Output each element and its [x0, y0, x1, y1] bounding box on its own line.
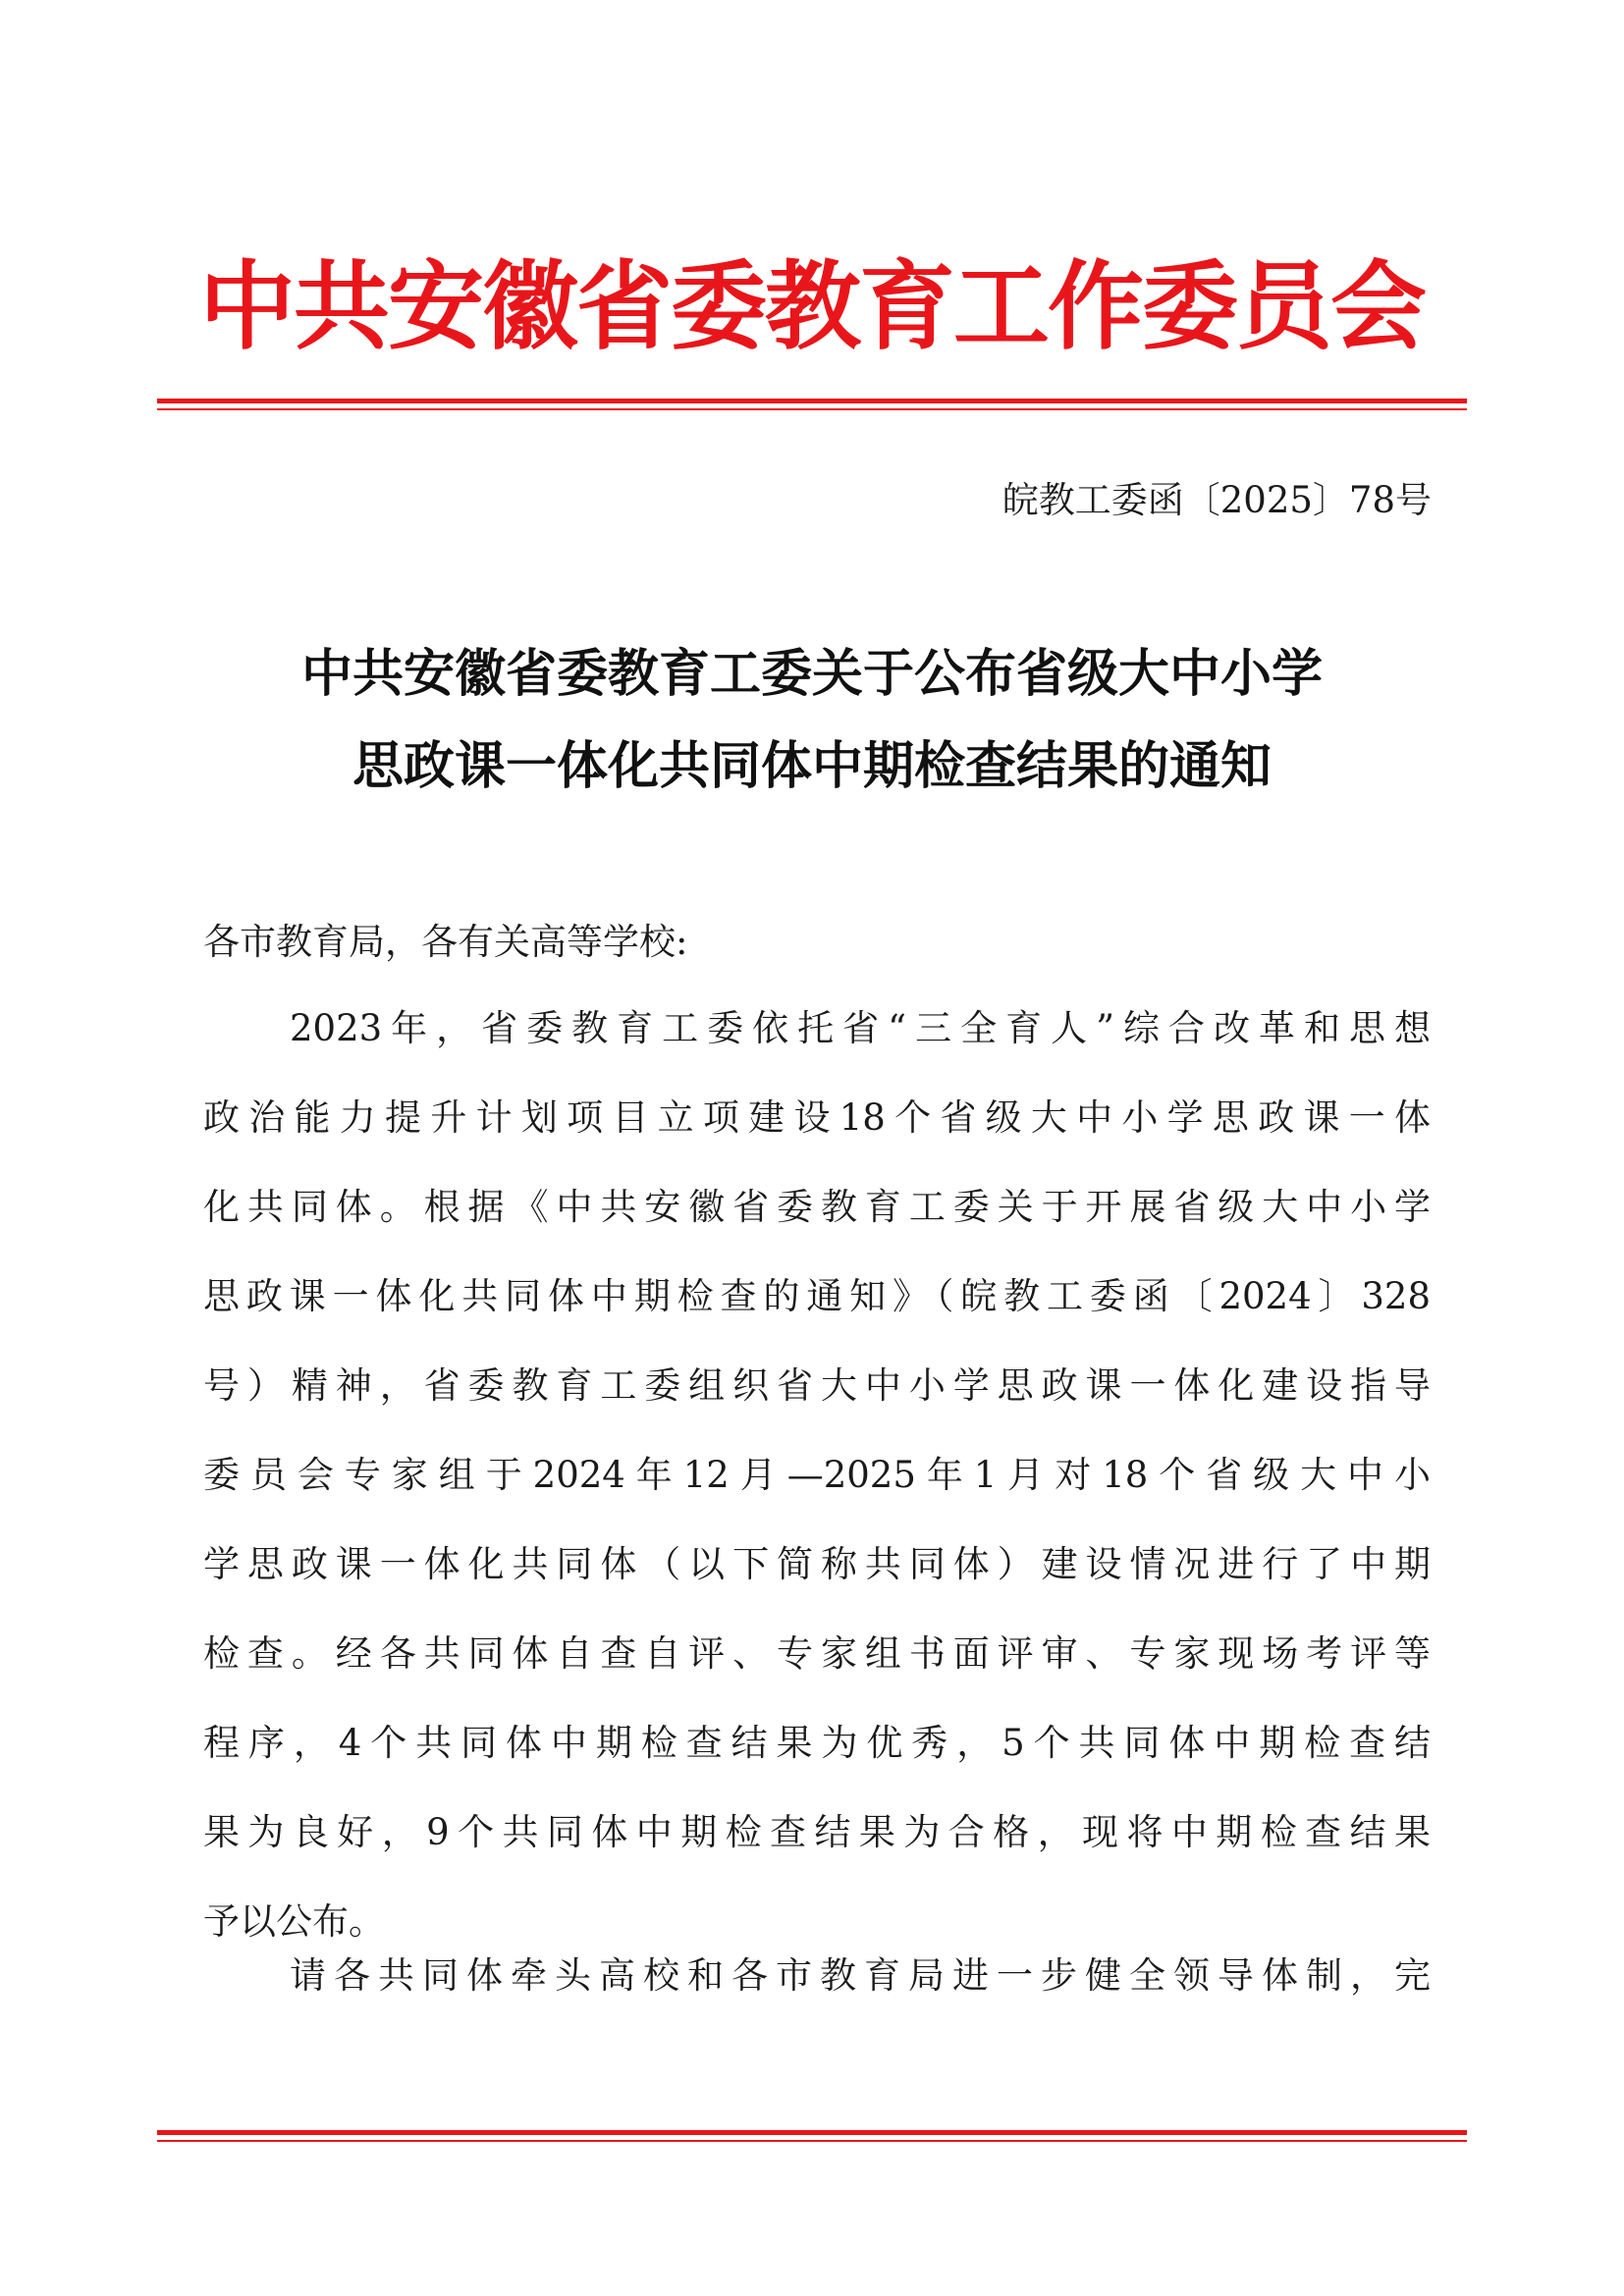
title-line-1: 中共安徽省委教育工委关于公布省级大中小学 [300, 645, 1323, 704]
body-line: 化共同体。根据《中共安徽省委教育工委关于开展省级大中小学 [203, 1186, 1431, 1228]
body-paragraph-2: 请各共同体牵头高校和各市教育局进一步健全领导体制，完 [290, 1954, 1431, 1997]
document-number: 皖教工委函〔2025〕78号 [1001, 479, 1432, 521]
body-line: 予以公布。 [203, 1900, 385, 1943]
body-line: 2023年，省委教育工委依托省“三全育人”综合改革和思想 [290, 1007, 1431, 1049]
body-line: 思政课一体化共同体中期检查的通知》（皖教工委函〔2024〕328 [203, 1275, 1431, 1317]
title-line-2: 思政课一体化共同体中期检查结果的通知 [352, 737, 1272, 796]
body-line: 程序，4个共同体中期检查结果为优秀，5个共同体中期检查结 [203, 1722, 1431, 1764]
footer-rule [157, 2130, 1467, 2142]
body-line: 果为良好，9个共同体中期检查结果为合格，现将中期检查结果 [203, 1811, 1431, 1853]
body-paragraph-1 [203, 999, 1431, 1982]
header-rule [157, 399, 1467, 410]
salutation: 各市教育局，各有关高等学校: [203, 921, 688, 963]
body-line: 学思政课一体化共同体（以下简称共同体）建设情况进行了中期 [203, 1543, 1431, 1585]
document-title [196, 628, 1428, 813]
body-line: 号）精神，省委教育工委组织省大中小学思政课一体化建设指导 [203, 1364, 1431, 1407]
body-line: 委员会专家组于2024年12月—2025年1月对18个省级大中小 [203, 1454, 1431, 1496]
body-line: 检查。经各共同体自查自评、专家组书面评审、专家现场考评等 [203, 1632, 1431, 1675]
body-line: 政治能力提升计划项目立项建设18个省级大中小学思政课一体 [203, 1096, 1431, 1139]
masthead-title: 中共安徽省委教育工作委员会 [198, 251, 1425, 363]
